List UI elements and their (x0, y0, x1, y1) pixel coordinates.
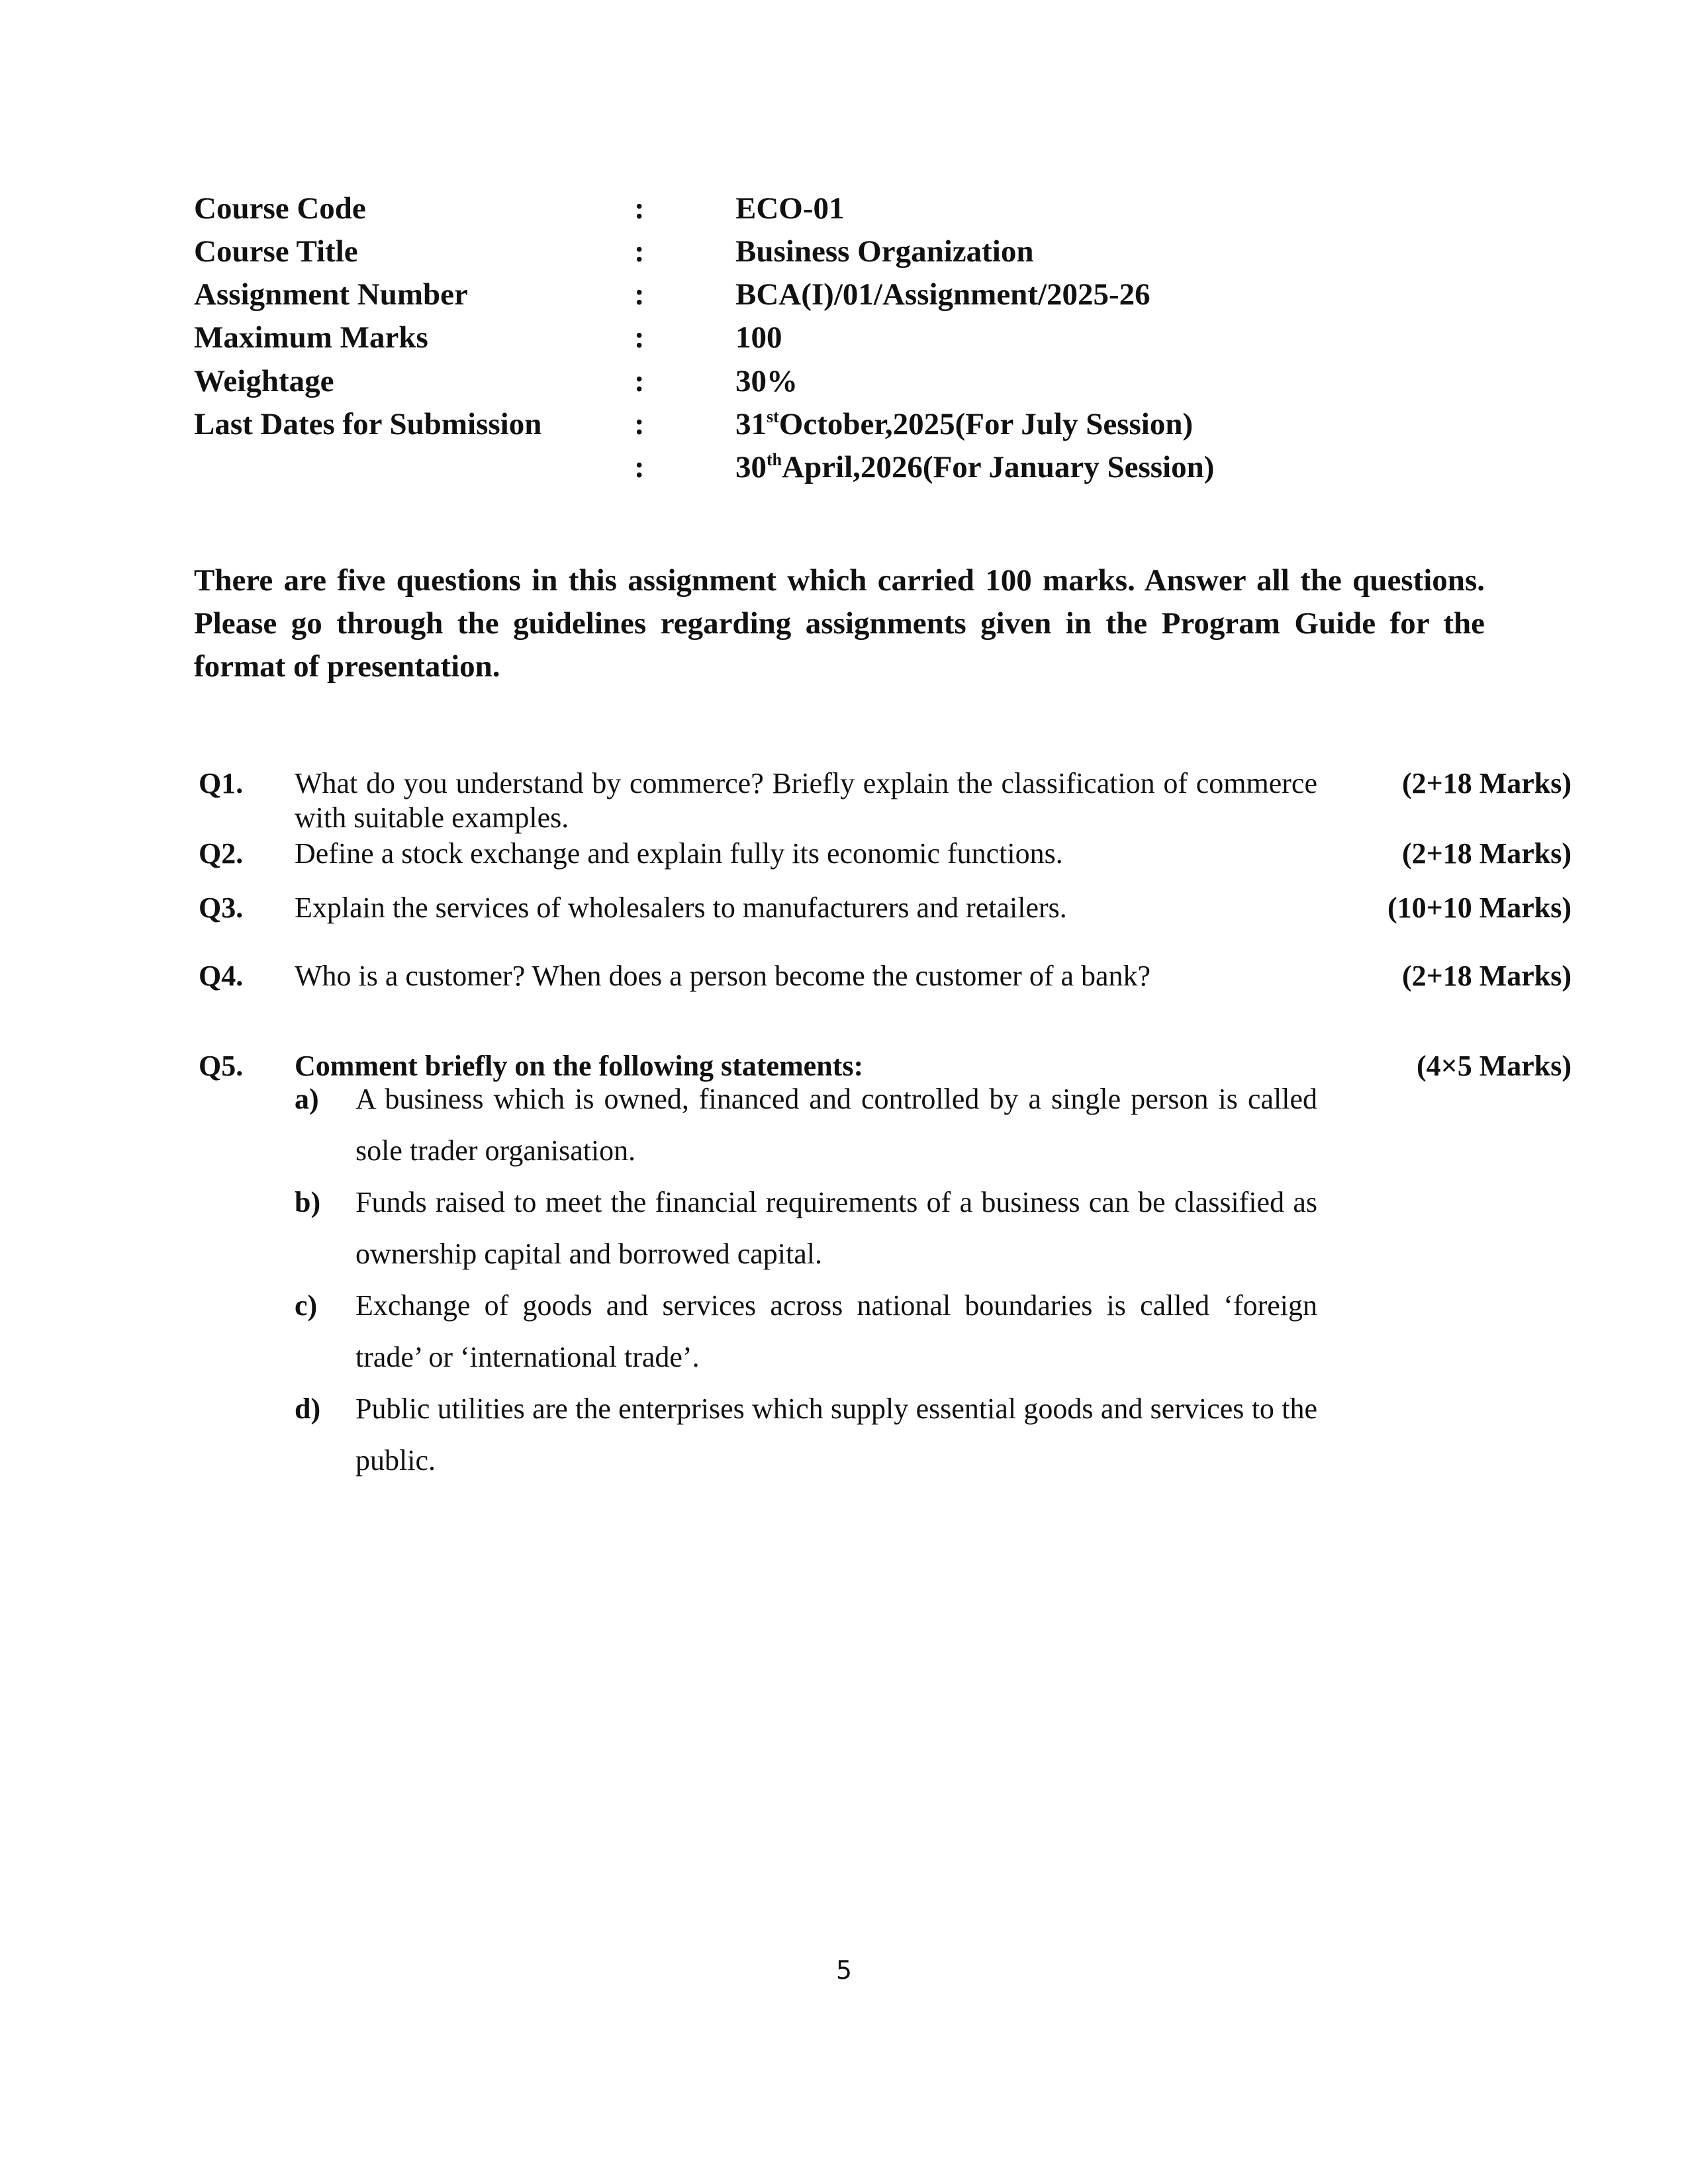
question-text: Who is a customer? When does a person become the customer of a bank? (295, 960, 1151, 992)
statement-letter: d) (295, 1392, 321, 1425)
assignment-number-colon: : (634, 277, 645, 312)
maximum-marks-value: 100 (735, 320, 782, 355)
question-number: Q3. (199, 891, 244, 924)
question-number: Q5. (199, 1050, 244, 1082)
weightage-colon: : (634, 364, 645, 398)
statement-text: Public utilities are the enterprises which supply essential goods and services to the public. (355, 1392, 1317, 1477)
course-title-colon: : (634, 234, 645, 269)
question-marks: (10+10 Marks) (1387, 891, 1571, 924)
submission-date-july: 31stOctober,2025(For July Session) (735, 407, 1194, 441)
course-code-value: ECO-01 (735, 191, 845, 226)
weightage-value: 30% (735, 364, 798, 398)
assignment-number-label: Assignment Number (194, 277, 468, 312)
question-number: Q4. (199, 960, 244, 992)
statement-letter: b) (295, 1186, 321, 1218)
question-number: Q1. (199, 767, 244, 799)
course-code-colon: : (634, 191, 645, 226)
statement-text: A business which is owned, financed and controlled by a single person is called sole trader organisation. (355, 1083, 1317, 1167)
submission-date-colon-2: : (634, 450, 645, 484)
page-number: 5 (835, 1956, 853, 1985)
course-title-value: Business Organization (735, 234, 1034, 269)
question-marks: (2+18 Marks) (1401, 960, 1571, 992)
question-text: Comment briefly on the following statements: (295, 1050, 864, 1082)
course-title-label: Course Title (194, 234, 358, 269)
submission-date-colon: : (634, 407, 645, 441)
statement-text: Exchange of goods and services across national boundaries is called ‘foreign trade’ or ‘international trade’. (355, 1289, 1317, 1373)
question-marks: (2+18 Marks) (1401, 837, 1571, 870)
weightage-label: Weightage (194, 364, 334, 398)
question-text: Explain the services of wholesalers to manufacturers and retailers. (295, 891, 1067, 924)
question-marks: (2+18 Marks) (1401, 767, 1571, 799)
maximum-marks-label: Maximum Marks (194, 320, 428, 355)
instructions-paragraph: There are five questions in this assignment which carried 100 marks. Answer all the questions. Please go through the guidelines regarding assignments given in the Program Guide for the format of presentation. (194, 563, 1485, 684)
question-marks: (4×5 Marks) (1416, 1050, 1571, 1082)
question-number: Q2. (199, 837, 244, 870)
statement-letter: a) (295, 1083, 319, 1115)
question-text: What do you understand by commerce? Briefly explain the classification of commerce with suitable examples. (295, 767, 1317, 834)
assignment-number-value: BCA(I)/01/Assignment/2025-26 (735, 277, 1150, 312)
submission-date-label: Last Dates for Submission (194, 407, 542, 441)
statement-letter: c) (295, 1289, 318, 1322)
course-code-label: Course Code (194, 191, 366, 226)
question-text: Define a stock exchange and explain fully its economic functions. (295, 837, 1063, 870)
maximum-marks-colon: : (634, 320, 645, 355)
submission-date-january: 30thApril,2026(For January Session) (735, 450, 1215, 484)
statement-text: Funds raised to meet the financial requirements of a business can be classified as ownership capital and borrowed capital. (355, 1186, 1317, 1270)
